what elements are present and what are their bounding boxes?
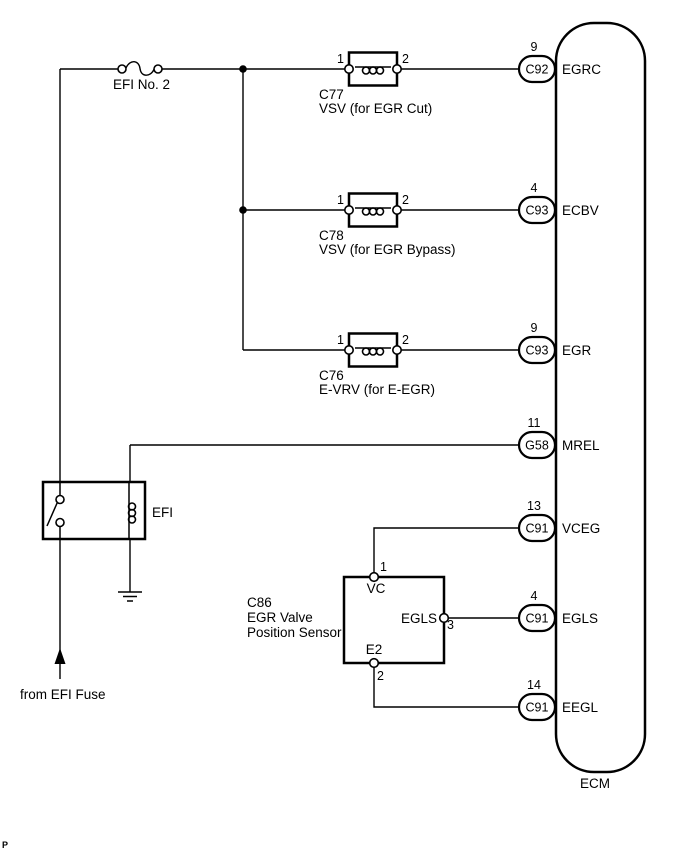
component-desc: E-VRV (for E-EGR) [319,382,436,397]
connector-pin: 4 [530,589,538,603]
solenoid-c76 [319,333,435,397]
fuse-terminal [154,65,162,73]
wire-vceg [374,528,537,577]
connector-pin: 9 [530,321,538,335]
pin-label: VC [366,581,386,596]
sensor-pin-vc [370,573,379,582]
fuse-terminal [118,65,126,73]
egr-position-sensor [247,560,454,683]
ecm-terminal: EGLS [562,611,599,626]
ecm-body [556,23,645,772]
connector-code: C91 [525,611,549,626]
connector-code: C92 [525,62,549,77]
ground-icon [118,592,142,601]
power-source [20,648,106,702]
connector-pin: 11 [527,416,541,430]
component-id: C76 [319,368,344,383]
ecm-terminal: MREL [562,438,600,453]
ecm-terminal: EGRC [562,62,602,77]
ecm-terminal: EEGL [562,700,599,715]
ecm-terminal: ECBV [562,203,599,218]
pin-terminal [393,206,401,214]
pin-terminal [345,346,353,354]
pin-label: E2 [365,642,383,657]
component-id: C86 [247,595,272,610]
pin-terminal [393,346,401,354]
connector-code: C93 [525,343,549,358]
component-name: Position Sensor [247,625,342,640]
pin-number: 2 [402,333,409,347]
component-id: C78 [319,228,344,243]
ecm-terminal: VCEG [562,521,601,536]
junction-dot [239,65,247,73]
pin-number: 1 [337,333,344,347]
relay-label: EFI [152,505,174,520]
fuse-element [126,62,154,76]
ecm-label: ECM [580,776,610,791]
switch-contact [56,496,64,504]
connector-code: C91 [525,700,549,715]
component-name: EGR Valve [247,610,313,625]
solenoid-c78 [319,193,456,257]
component-desc: VSV (for EGR Cut) [319,101,433,116]
connector-code: C91 [525,521,549,536]
pin-number: 1 [337,52,344,66]
connector-pin: 9 [530,40,538,54]
pin-number: 1 [380,560,387,574]
arrow-up-icon [55,648,66,664]
wire-eegl [374,663,537,707]
pin-number: 1 [337,193,344,207]
solenoid-c77 [319,52,432,116]
connector-pin: 13 [527,499,541,513]
switch-contact [56,519,64,527]
component-id: C77 [319,87,344,102]
fuse-label: EFI No. 2 [113,77,171,92]
pin-number: 2 [402,52,409,66]
connector-pin: 14 [527,678,541,692]
component-desc: VSV (for EGR Bypass) [319,242,456,257]
pin-terminal [393,65,401,73]
connector-code: C93 [525,203,549,218]
pin-number: 2 [377,669,384,683]
connector-pin: 4 [530,181,538,195]
solenoid-body [349,53,397,86]
connector-code: G58 [525,438,549,453]
efi-relay [43,482,173,539]
pin-number: 2 [402,193,409,207]
pin-label: EGLS [400,611,437,626]
page-marker: P [2,840,9,850]
fuse-efi-no2 [113,62,170,92]
pin-number: 3 [447,618,454,632]
source-label: from EFI Fuse [20,687,106,702]
junction-dot [239,206,247,214]
solenoid-body [349,194,397,227]
pin-terminal [345,206,353,214]
solenoid-body [349,334,397,367]
ecm-unit [556,23,645,791]
pin-terminal [345,65,353,73]
ecm-terminal: EGR [562,343,592,358]
sensor-pin-e2 [370,659,379,668]
